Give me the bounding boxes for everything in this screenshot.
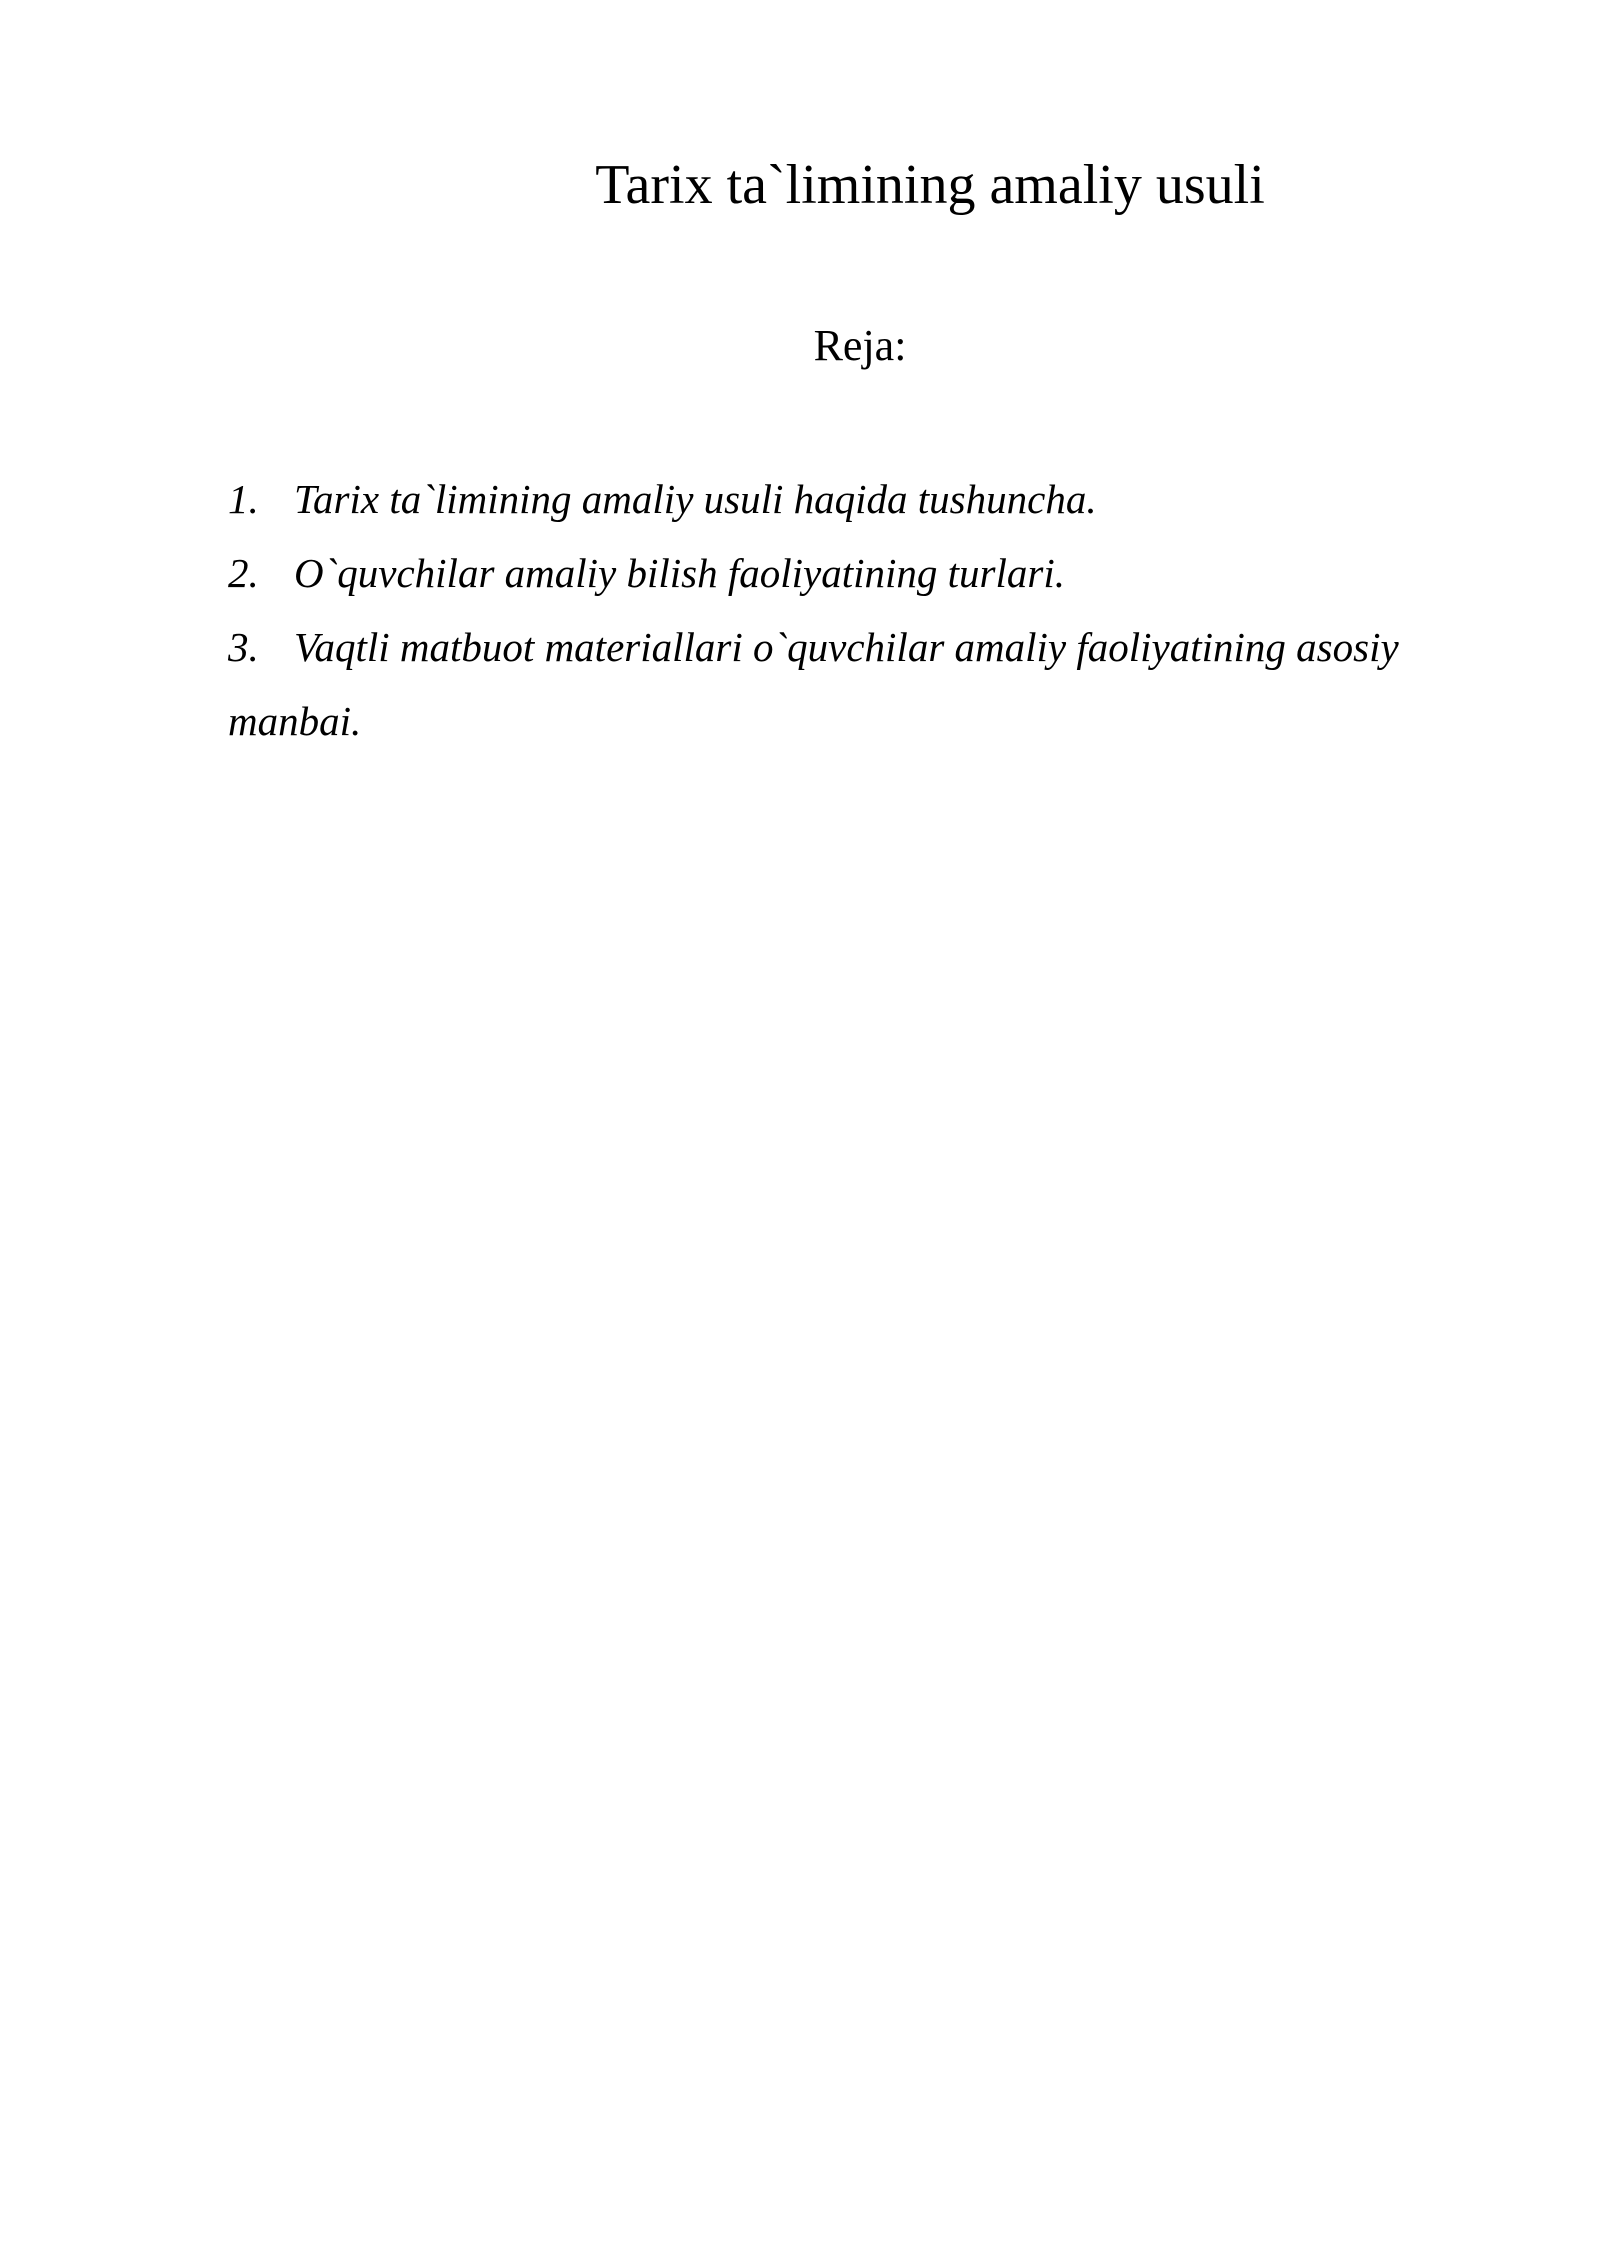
plan-list [228,462,1478,758]
document-title: Tarix ta`limining amaliy usuli [595,154,1265,216]
plan-item [228,536,1478,610]
plan-item-number: 1. [228,476,259,522]
plan-item-text: Vaqtli matbuot materiallari o`quvchilar amaliy faoliyatining asosiy manbai. [228,624,1399,744]
plan-heading: Reja: [813,321,907,370]
plan-item-number: 3. [228,624,259,670]
plan-item-text: O`quvchilar amaliy bilish faoliyatining turlari. [294,550,1065,596]
plan-item-text: Tarix ta`limining amaliy usuli haqida tushuncha. [294,476,1097,522]
plan-item-number: 2. [228,550,259,596]
plan-item [228,610,1478,758]
plan-item [228,462,1478,536]
